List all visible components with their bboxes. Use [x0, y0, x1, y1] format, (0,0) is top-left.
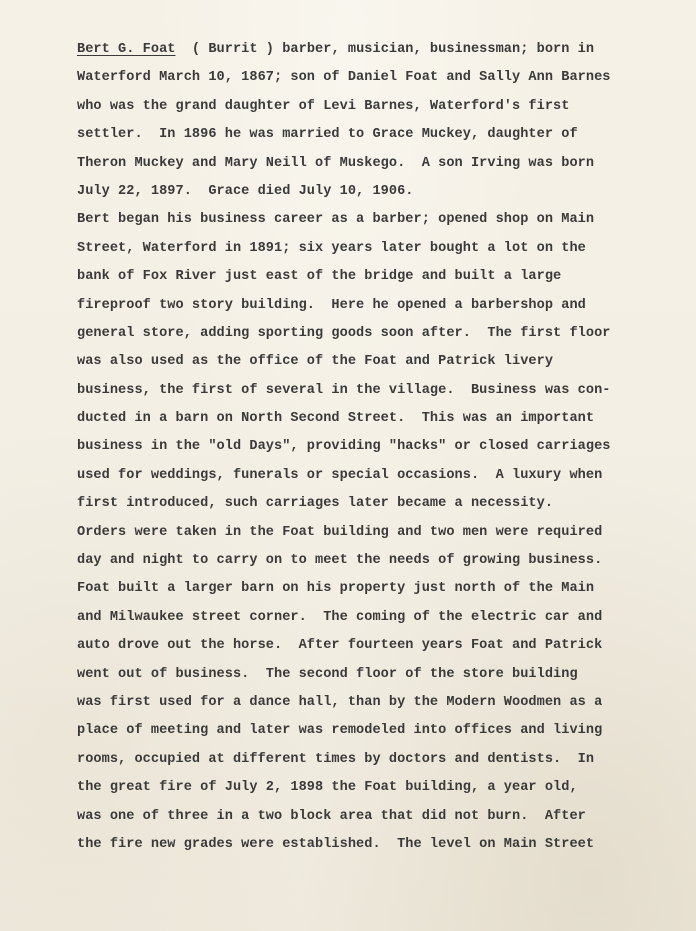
text-line: fireproof two story building. Here he opened a barbershop and [77, 297, 586, 313]
line-text: ( Burrit ) barber, musician, businessman; born in [175, 42, 595, 57]
text-line: day and night to carry on to meet the needs of growing business. [77, 553, 603, 569]
text-line: ducted in a barn on North Second Street. This was an important [77, 411, 595, 427]
subject-name: Bert G. Foat [77, 42, 176, 57]
text-line: Foat built a larger barn on his property just north of the Main [77, 581, 595, 597]
text-line: auto drove out the horse. After fourteen years Foat and Patrick [77, 638, 603, 654]
text-line: July 22, 1897. Grace died July 10, 1906. [77, 183, 414, 199]
text-line: and Milwaukee street corner. The coming of the electric car and [77, 609, 603, 625]
text-line: Street, Waterford in 1891; six years later bought a lot on the [77, 240, 586, 256]
text-line: Orders were taken in the Foat building and two men were required [77, 524, 603, 540]
text-line: who was the grand daughter of Levi Barnes, Waterford's first [77, 98, 570, 114]
typewritten-text [77, 36, 657, 859]
text-line: bank of Fox River just east of the bridge and built a large [77, 269, 562, 285]
text-line: first introduced, such carriages later became a necessity. [77, 496, 554, 512]
text-line: settler. In 1896 he was married to Grace Muckey, daughter of [77, 127, 578, 143]
text-line [77, 36, 657, 64]
text-line: business in the "old Days", providing "hacks" or closed carriages [77, 439, 611, 455]
text-line: the great fire of July 2, 1898 the Foat building, a year old, [77, 780, 578, 796]
text-line: business, the first of several in the village. Business was con- [77, 382, 611, 398]
text-line: went out of business. The second floor of the store building [77, 666, 578, 682]
text-line: Bert began his business career as a barber; opened shop on Main [77, 212, 595, 228]
text-line: was first used for a dance hall, than by the Modern Woodmen as a [77, 694, 603, 710]
text-line: place of meeting and later was remodeled into offices and living [77, 723, 603, 739]
text-line: general store, adding sporting goods soon after. The first floor [77, 325, 611, 341]
text-line: was also used as the office of the Foat and Patrick livery [77, 354, 554, 370]
text-line: was one of three in a two block area that did not burn. After [77, 808, 586, 824]
text-line: Waterford March 10, 1867; son of Daniel Foat and Sally Ann Barnes [77, 70, 611, 86]
text-line: Theron Muckey and Mary Neill of Muskego. A son Irving was born [77, 155, 595, 171]
text-line: used for weddings, funerals or special occasions. A luxury when [77, 467, 603, 483]
text-line: the fire new grades were established. The level on Main Street [77, 836, 595, 852]
text-line: rooms, occupied at different times by doctors and dentists. In [77, 751, 595, 767]
